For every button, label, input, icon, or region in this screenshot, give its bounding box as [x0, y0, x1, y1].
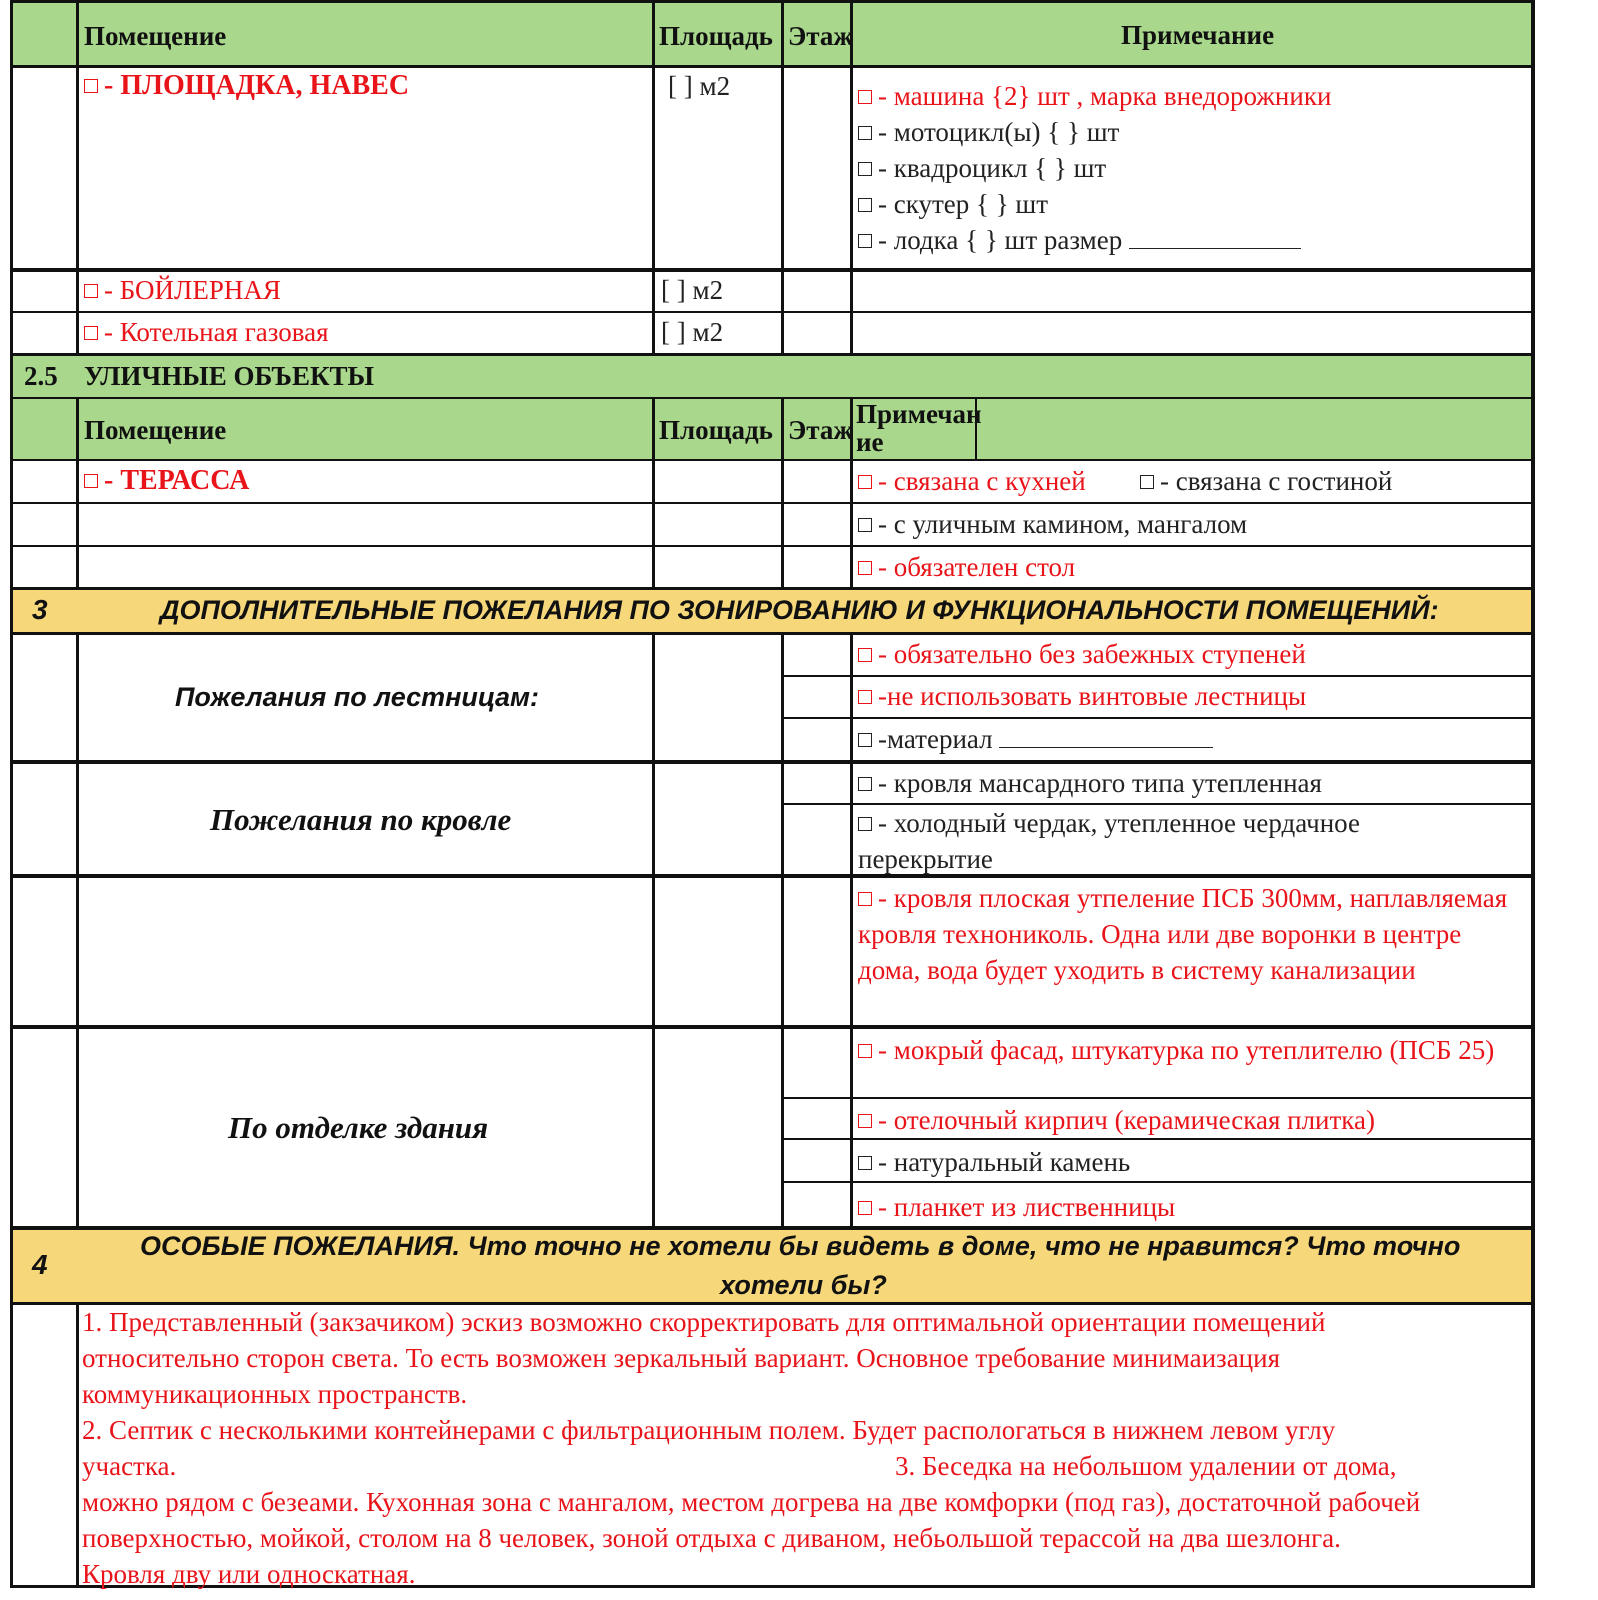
section-2-5-number: 2.5: [24, 361, 58, 391]
checkbox-icon[interactable]: [858, 126, 872, 140]
platform-note-car: - машина {2} шт , марка внедорожники: [858, 80, 1331, 112]
platform-note-moto: - мотоцикл(ы) { } шт: [858, 116, 1119, 148]
checkbox-icon[interactable]: [858, 1114, 872, 1128]
checkbox-icon[interactable]: [858, 892, 872, 906]
checkbox-icon[interactable]: [858, 162, 872, 176]
gas-boiler-area[interactable]: [ ] м2: [661, 317, 724, 347]
platform-note-scooter: - скутер { } шт: [858, 188, 1048, 220]
platform-area[interactable]: [ ] м2: [668, 71, 731, 101]
checkbox-icon[interactable]: [858, 1156, 872, 1170]
section-4-title-line1: ОСОБЫЕ ПОЖЕЛАНИЯ. Что точно не хотели бы видеть в доме, что не нравится? Что точно: [140, 1231, 1461, 1261]
checkbox-icon[interactable]: [858, 1044, 872, 1058]
terrace-label: - ТЕРАССА: [84, 465, 249, 497]
checkbox-icon[interactable]: [858, 234, 872, 248]
section-4-title-line2: хотели бы?: [720, 1270, 887, 1300]
terrace-note-living: - связана с гостиной: [1140, 465, 1392, 497]
checkbox-icon[interactable]: [84, 79, 98, 93]
terrace-note-kitchen: - связана с кухней: [858, 465, 1086, 497]
header-floor-2: Этаж: [788, 415, 853, 445]
checkbox-icon[interactable]: [858, 90, 872, 104]
checkbox-icon[interactable]: [858, 817, 872, 831]
stairs-note-no-spiral: -не использовать винтовые лестницы: [858, 680, 1306, 712]
wish-line-5: участка.: [82, 1451, 177, 1481]
section-4-number: 4: [32, 1249, 48, 1280]
header-note-2-line1: Примечан: [856, 399, 982, 429]
wish-line-7: можно рядом с безеами. Кухонная зона с мангалом, местом догрева на две комфорки (под газ), достаточной рабочей: [82, 1487, 1421, 1517]
section-3-number: 3: [32, 594, 48, 625]
checkbox-icon[interactable]: [858, 198, 872, 212]
checkbox-icon[interactable]: [858, 777, 872, 791]
checkbox-icon[interactable]: [858, 733, 872, 747]
stairs-note-no-winders: - обязательно без забежных ступеней: [858, 638, 1306, 670]
checkbox-icon[interactable]: [84, 284, 98, 298]
checkbox-icon[interactable]: [858, 690, 872, 704]
wish-line-1: 1. Представленный (закзачиком) эскиз возможно скорректировать для оптимальной ориентации помещений: [82, 1307, 1326, 1337]
header-floor: Этаж: [788, 21, 853, 51]
wish-line-4: 2. Септик с несколькими контейнерами с фильтрационным полем. Будет распологаться в нижнем левом углу: [82, 1415, 1336, 1445]
wish-line-2: относительно сторон света. То есть возможен зеркальный вариант. Основное требование минимаизация: [82, 1343, 1280, 1373]
section-3-title: ДОПОЛНИТЕЛЬНЫЕ ПОЖЕЛАНИЯ ПО ЗОНИРОВАНИЮ И ФУНКЦИОНАЛЬНОСТИ ПОМЕЩЕНИЙ:: [160, 595, 1439, 625]
finish-note-wet-facade: - мокрый фасад, штукатурка по утеплителю (ПСБ 25): [858, 1032, 1523, 1068]
checkbox-icon[interactable]: [858, 475, 872, 489]
header-note: Примечание: [1121, 20, 1275, 50]
header-area-2: Площадь: [659, 415, 773, 445]
checkbox-icon[interactable]: [858, 1201, 872, 1215]
section-2-5-title: УЛИЧНЫЕ ОБЪЕКТЫ: [84, 361, 375, 391]
platform-note-quad: - квадроцикл { } шт: [858, 152, 1106, 184]
boat-size-field[interactable]: [1129, 224, 1301, 249]
terrace-note-table: - обязателен стол: [858, 551, 1075, 583]
platform-note-boat: - лодка { } шт размер: [858, 224, 1301, 256]
wish-line-8: поверхностью, мойкой, столом на 8 человек, зоной отдыха с диваном, небьольшой терассой на два шезлонга.: [82, 1523, 1341, 1553]
gas-boiler-label: - Котельная газовая: [84, 316, 329, 348]
roof-note-cold-attic: - холодный чердак, утепленное чердачное перекрытие: [858, 808, 1360, 874]
checkbox-icon[interactable]: [84, 474, 98, 488]
header-note-2-line2: ие: [856, 427, 884, 457]
platform-label: - ПЛОЩАДКА, НАВЕС: [84, 70, 409, 102]
stairs-label: Пожелания по лестницам:: [175, 682, 539, 712]
finish-note-brick: - отелочный кирпич (керамическая плитка): [858, 1104, 1375, 1136]
boiler-label: - БОЙЛЕРНАЯ: [84, 274, 281, 306]
finish-label: По отделке здания: [228, 1110, 489, 1145]
roof-label: Пожелания по кровле: [210, 802, 512, 837]
boiler-area[interactable]: [ ] м2: [661, 275, 724, 305]
roof-note-flat: - кровля плоская утпеление ПСБ 300мм, наплавляемая кровля технониколь. Одна или две воронки в центре дома, вода будет уходить в систему канализации: [858, 883, 1508, 985]
roof-note-mansard: - кровля мансардного типа утепленная: [858, 767, 1322, 799]
checkbox-icon[interactable]: [84, 326, 98, 340]
finish-note-larch: - планкет из лиственницы: [858, 1191, 1175, 1223]
header-area: Площадь: [659, 21, 773, 51]
header-room: Помещение: [84, 21, 227, 51]
finish-note-stone: - натуральный камень: [858, 1146, 1130, 1178]
wish-line-9: Кровля дву или односкатная.: [82, 1559, 416, 1589]
wish-line-3: коммуникационных пространств.: [82, 1379, 468, 1409]
checkbox-icon[interactable]: [1140, 475, 1154, 489]
wish-line-6: 3. Беседка на небольшом удалении от дома,: [895, 1451, 1397, 1481]
terrace-note-fireplace: - с уличным камином, мангалом: [858, 508, 1247, 540]
checkbox-icon[interactable]: [858, 561, 872, 575]
stairs-material-field[interactable]: [999, 723, 1213, 748]
checkbox-icon[interactable]: [858, 648, 872, 662]
stairs-note-material: -материал: [858, 723, 1213, 755]
checkbox-icon[interactable]: [858, 518, 872, 532]
header-room-2: Помещение: [84, 415, 227, 445]
